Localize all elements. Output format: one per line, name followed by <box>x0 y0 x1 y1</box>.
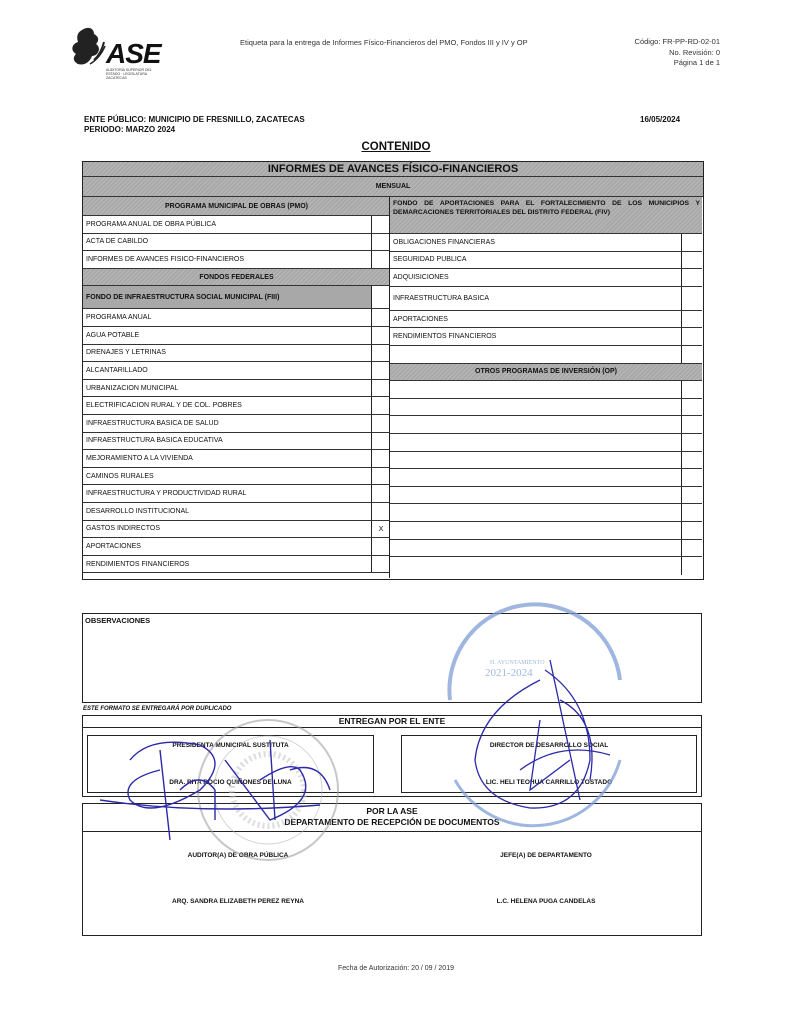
pagina: Página 1 de 1 <box>673 58 720 67</box>
fiv-item <box>390 328 702 346</box>
signer-role: DIRECTOR DE DESARROLLO SOCIAL <box>489 742 609 749</box>
fondos-federales-header <box>83 269 390 287</box>
check-cell[interactable] <box>371 485 390 502</box>
check-cell[interactable] <box>681 540 702 557</box>
check-cell[interactable] <box>371 538 390 555</box>
row-label: INFORMES DE AVANCES FISICO-FINANCIEROS <box>86 255 245 263</box>
check-cell[interactable] <box>681 504 702 521</box>
revision: No. Revisión: 0 <box>669 47 720 57</box>
entregan-title: ENTREGAN POR EL ENTE <box>83 716 701 728</box>
jefe-name: L.C. HELENA PUGA CANDELAS <box>496 898 596 905</box>
op-item <box>390 469 702 487</box>
check-cell[interactable] <box>371 503 390 520</box>
fiii-item <box>83 397 390 415</box>
row-label: PROGRAMA ANUAL DE OBRA PÚBLICA <box>86 220 217 228</box>
check-cell[interactable] <box>681 452 702 469</box>
row-label: DRENAJES Y LETRINAS <box>86 349 166 357</box>
table-subtitle: MENSUAL <box>83 177 703 197</box>
ase-section <box>82 803 702 936</box>
row-label: OBLIGACIONES FINANCIERAS <box>393 238 495 246</box>
fiv-item <box>390 269 702 287</box>
check-cell[interactable] <box>681 487 702 504</box>
row-label: ADQUISICIONES <box>393 273 449 281</box>
contenido-table <box>82 161 704 580</box>
check-cell[interactable] <box>371 216 390 233</box>
fiii-item <box>83 345 390 363</box>
check-cell[interactable] <box>371 286 390 308</box>
signer-name: LIC. HELI TEOHUA CARRILLO TOSTADO <box>485 779 613 786</box>
op-item <box>390 487 702 505</box>
signer-role: PRESIDENTA MUNICIPAL SUSTITUTA <box>172 742 289 749</box>
check-cell[interactable] <box>681 416 702 433</box>
check-cell[interactable] <box>681 328 702 345</box>
row-label: ALCANTARILLADO <box>86 366 148 374</box>
row-label: APORTACIONES <box>393 315 448 323</box>
check-cell[interactable] <box>681 557 702 575</box>
observaciones-box[interactable] <box>82 613 702 703</box>
row-label: OTROS PROGRAMAS DE INVERSIÓN (OP) <box>475 368 617 376</box>
fiii-item <box>83 415 390 433</box>
op-header <box>390 364 702 382</box>
check-cell[interactable] <box>681 234 702 251</box>
auditor-role: AUDITOR(A) DE OBRA PÚBLICA <box>187 852 289 859</box>
logo-subtitle: AUDITORÍA SUPERIOR DEL ESTADO · LEGISLATURA ZACATECAS <box>106 68 152 80</box>
contenido-title: CONTENIDO <box>361 141 431 153</box>
check-cell[interactable] <box>681 252 702 269</box>
ase-title <box>83 804 701 832</box>
fiii-item <box>83 538 390 556</box>
row-label: INFRAESTRUCTURA Y PRODUCTIVIDAD RURAL <box>86 490 247 498</box>
row-label: FONDO DE APORTACIONES PARA EL FORTALECIMIENTO DE LOS MUNICIPIOS Y DEMARCACIONES TERRITORIALES DEL DISTRITO FEDERAL (FIV) <box>393 200 700 216</box>
op-item <box>390 399 702 417</box>
row-label: FONDO DE INFRAESTRUCTURA SOCIAL MUNICIPAL (FIII) <box>86 293 280 301</box>
fiii-item <box>83 380 390 398</box>
row-label: ACTA DE CABILDO <box>86 238 149 246</box>
contenido-heading <box>0 141 792 153</box>
observaciones-label: OBSERVACIONES <box>85 616 151 625</box>
check-cell[interactable] <box>371 556 390 573</box>
ase-logo <box>68 26 168 78</box>
row-label: URBANIZACION MUNICIPAL <box>86 384 179 392</box>
row-label: PROGRAMA ANUAL <box>86 314 152 322</box>
row-label: AGUA POTABLE <box>86 331 140 339</box>
check-cell[interactable] <box>371 234 390 251</box>
op-item <box>390 452 702 470</box>
check-cell[interactable] <box>371 468 390 485</box>
row-label: APORTACIONES <box>86 542 141 550</box>
fiv-item <box>390 346 702 364</box>
check-cell[interactable] <box>371 450 390 467</box>
duplicado-note: ESTE FORMATO SE ENTREGARÁ POR DUPLICADO <box>83 706 232 712</box>
fiv-item <box>390 252 702 270</box>
ente-publico: ENTE PÚBLICO: MUNICIPIO DE FRESNILLO, ZACATECAS <box>84 115 305 124</box>
fiii-header <box>83 286 390 309</box>
check-cell[interactable] <box>371 251 390 268</box>
check-cell[interactable]: X <box>371 521 390 538</box>
row-label: DESARROLLO INSTITUCIONAL <box>86 507 190 515</box>
check-cell[interactable] <box>681 269 702 286</box>
op-item <box>390 416 702 434</box>
row-label: ELECTRIFICACION RURAL Y DE COL. POBRES <box>86 402 242 410</box>
row-label: FONDOS FEDERALES <box>199 273 274 281</box>
fiv-item <box>390 287 702 311</box>
row-label: PROGRAMA MUNICIPAL DE OBRAS (PMO) <box>165 202 308 210</box>
pmo-header <box>83 197 390 216</box>
fiii-item <box>83 450 390 468</box>
ase-title-line1: POR LA ASE <box>366 806 418 816</box>
ase-logo-emblem-icon <box>68 26 108 70</box>
op-item <box>390 434 702 452</box>
check-cell[interactable] <box>371 345 390 362</box>
periodo: PERIODO: MARZO 2024 <box>84 125 176 134</box>
fiii-item <box>83 521 390 539</box>
row-label: RENDIMIENTOS FINANCIEROS <box>86 560 190 568</box>
check-cell[interactable] <box>371 362 390 379</box>
check-cell[interactable] <box>371 309 390 326</box>
row-label: INFRAESTRUCTURA BASICA <box>393 294 490 302</box>
fiii-item <box>83 309 390 327</box>
fiii-item <box>83 485 390 503</box>
report-date: 16/05/2024 <box>640 115 681 124</box>
check-cell[interactable] <box>371 327 390 344</box>
row-label: CAMINOS RURALES <box>86 472 154 480</box>
stamp-ayuntamiento-text: H. AYUNTAMIENTO <box>490 660 545 666</box>
op-item <box>390 522 702 540</box>
fiii-item <box>83 503 390 521</box>
pmo-item <box>83 216 390 234</box>
codigo: Código: FR-PP-RD-02-01 <box>634 37 720 46</box>
fecha-autorizacion: Fecha de Autorización: 20 / 09 / 2019 <box>338 965 454 972</box>
row-label: GASTOS INDIRECTOS <box>86 525 161 533</box>
check-cell[interactable] <box>681 434 702 451</box>
table-title: INFORMES DE AVANCES FÍSICO-FINANCIEROS <box>83 162 703 177</box>
row-label: INFRAESTRUCTURA BASICA DE SALUD <box>86 419 219 427</box>
fiii-item <box>83 468 390 486</box>
pmo-item <box>83 234 390 252</box>
op-item <box>390 504 702 522</box>
op-item <box>390 557 702 575</box>
row-label: MEJORAMIENTO A LA VIVIENDA <box>86 454 193 462</box>
check-cell[interactable] <box>681 311 702 328</box>
entregan-section <box>82 715 702 797</box>
check-cell[interactable] <box>371 433 390 450</box>
check-cell[interactable] <box>681 346 702 363</box>
check-cell[interactable] <box>681 287 702 310</box>
fiii-item <box>83 556 390 574</box>
row-label: INFRAESTRUCTURA BASICA EDUCATIVA <box>86 437 223 445</box>
jefe-role: JEFE(A) DE DEPARTAMENTO <box>500 852 592 859</box>
check-cell[interactable] <box>371 380 390 397</box>
fiii-item <box>83 327 390 345</box>
check-cell[interactable] <box>681 469 702 486</box>
stamp-years: 2021-2024 <box>485 667 533 679</box>
fiv-item <box>390 234 702 252</box>
check-cell[interactable] <box>371 415 390 432</box>
logo-text: ASE <box>106 38 161 69</box>
op-item <box>390 540 702 558</box>
row-label: SEGURIDAD PUBLICA <box>393 256 467 264</box>
check-cell[interactable] <box>371 397 390 414</box>
row-label: RENDIMIENTOS FINANCIEROS <box>393 333 497 341</box>
check-cell[interactable] <box>681 381 702 398</box>
check-cell[interactable] <box>681 522 702 539</box>
document-title: Etiqueta para la entrega de Informes Físico-Financieros del PMO, Fondos III y IV y OP <box>240 38 528 47</box>
check-cell[interactable] <box>681 399 702 416</box>
ase-title-line2: DEPARTAMENTO DE RECEPCIÓN DE DOCUMENTOS <box>284 817 500 827</box>
fiii-item <box>83 362 390 380</box>
signature-box-presidenta <box>87 735 374 793</box>
fiv-item <box>390 311 702 329</box>
op-item <box>390 381 702 399</box>
signature-box-director <box>401 735 697 793</box>
fiii-item <box>83 433 390 451</box>
fiv-header <box>390 197 702 234</box>
ente-info <box>84 115 305 135</box>
pmo-item <box>83 251 390 269</box>
document-meta <box>600 37 720 69</box>
auditor-name: ARQ. SANDRA ELIZABETH PEREZ REYNA <box>172 898 304 905</box>
signer-name: DRA. RITA ROCIO QUIÑONES DE LUNA <box>169 779 292 786</box>
